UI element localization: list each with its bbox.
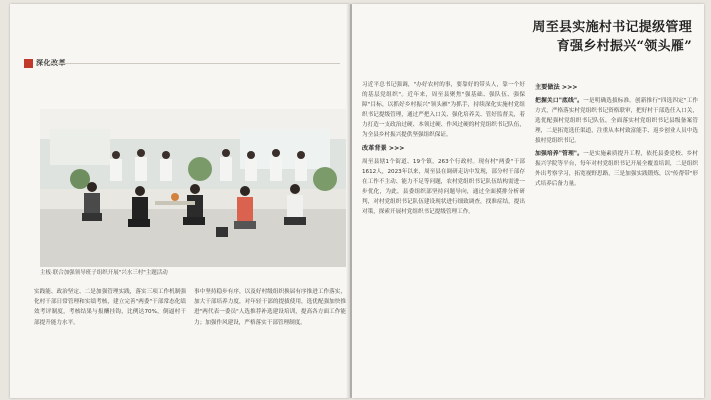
heading-measures: 主要做法 >>> xyxy=(535,84,578,91)
left-column-2: 事中坚持稳步有序，以及好村级组织换届有序推进工作落实，加大干部培养力度，对年轻干部的提拔使用，选优配强加快推进"两代表一委员"人选推荐补选建设培训，提高各方面工作能力；加强作风建设，严格落实干部管理制度。 xyxy=(194,289,346,326)
right-body-text xyxy=(362,80,698,219)
photo-caption: 主板·联合加强领导班子组织开展"兴水三村"主题活动 xyxy=(40,270,168,276)
title-line-2: 育强乡村振兴“领头雁” xyxy=(556,39,692,54)
intro-paragraph: 习近平总书记强调，"办好农村的事，要靠好的带头人，靠一个好的基层党组织"。近年来，周至县聚焦"强基础、强队伍、强保障"目标，以抓好乡村振兴"领头雁"为抓手，持续深化实施村党组织书记提级管理，通过严把入口关、强化培养关、管好监督关，着力打造一支政治过硬、本领过硬、作风过硬的村党组织书记队伍，为全县乡村振兴提供坚强组织保证。 xyxy=(362,82,525,139)
meeting-photo xyxy=(40,109,346,267)
right-column-1 xyxy=(362,80,525,219)
section-marker-icon xyxy=(24,59,33,68)
right-column-2 xyxy=(535,80,698,219)
measure-1-title: 把握关口"底线"。 xyxy=(535,98,584,105)
measure-2 xyxy=(535,149,698,189)
right-page xyxy=(352,4,704,398)
article-title xyxy=(392,18,692,56)
left-column-1: 实践能、政治坚定、二是加强管理实践，落实三项工作机制强化村干部日常管理和实绩考核，建立完善"两委"干部常态化绩效考评制度，考核结果与报酬挂钩，比例达70%，倒逼村干部提升能力水平。 xyxy=(34,289,186,326)
section-label: 深化改革 xyxy=(36,59,66,67)
measure-1 xyxy=(535,96,698,146)
left-body-text xyxy=(34,287,346,328)
measure-1-text: 一是明确选拔标准。创新推行"四选四定"工作方式，严格落实村党组织书记资格联审，把好村干部选任入口关，选优配强村党组织书记队伍，全面落实村党组织书记县级备案管理，二是拓宽选任渠道，注重从本村致富能手、返乡创业人员中选拔村党组织书记。 xyxy=(535,98,698,145)
title-line-1: 周至县实施村书记提级管理 xyxy=(532,20,692,35)
left-page xyxy=(10,4,350,398)
section-rule xyxy=(50,63,340,64)
measure-2-text: 一是实施素质提升工程，依托县委党校、乡村振兴学院等平台，每年对村党组织书记开展全覆盖培训，二是组织外出考察学习，拓宽视野思路，三是加强实践锻炼，以"传帮带"形式培养后备力量。 xyxy=(535,150,698,187)
heading-background: 改革背景 >>> xyxy=(362,144,405,152)
background-paragraph: 周至县辖1个街道、19个镇，263个行政村。现有村"两委"干部1612人，2023年以来，周至县在调研走访中发现，部分村干部存在工作不主动、能力不足等问题，农村党组织书记队伍结构需进一步优化，为此，县委组织部坚持问题导向，通过全面摸排分析研判，对村党组织书记队伍建设现状进行细致调查，找准症结，提出对策，探索开展村党组织书记提级管理工作。 xyxy=(362,158,525,216)
measure-2-title: 加强培养"管理"。 xyxy=(535,150,584,157)
